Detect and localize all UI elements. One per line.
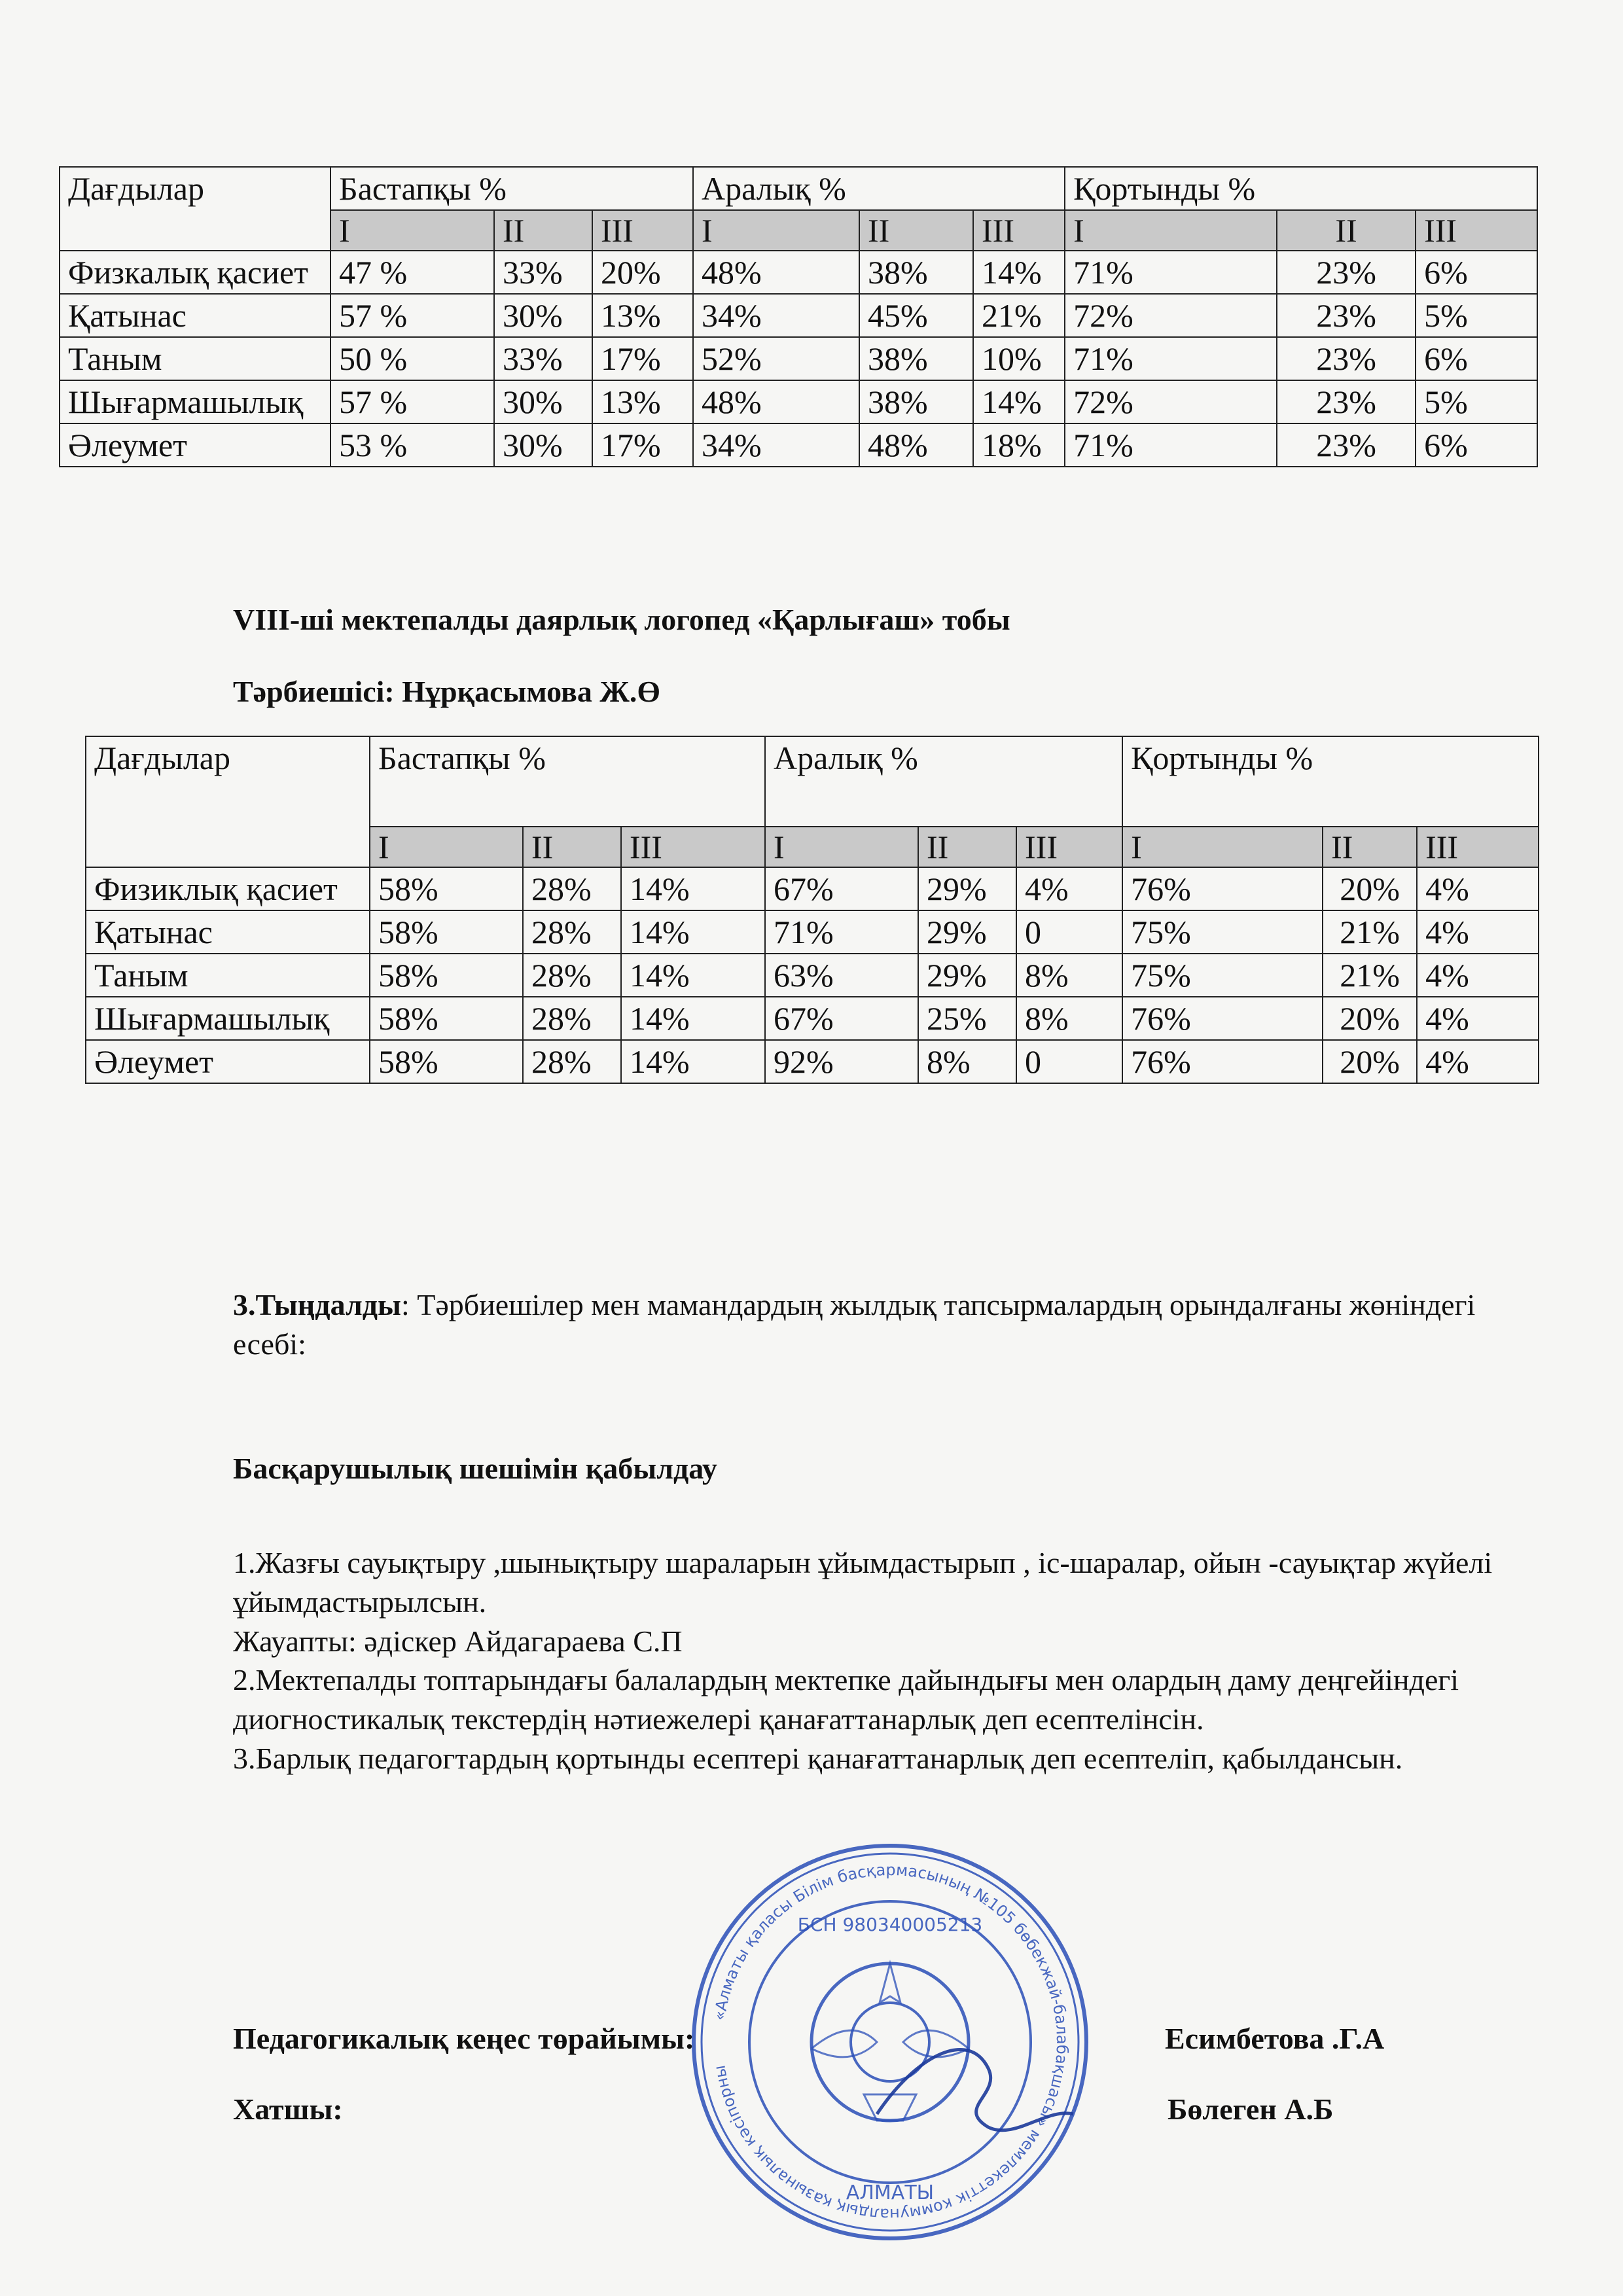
teacher-line: Тәрбиешісі: Нұрқасымова Ж.Ө (233, 675, 661, 708)
value-cell: 5% (1416, 294, 1537, 337)
stamp-outer-text: «Алматы қаласы Білім басқармасының №105 бөбекжай-балабақшасы» мемлекеттік коммуналдық қазыналық кәсіпорны (710, 1860, 1072, 2224)
skill-cell: Қатынас (60, 294, 330, 337)
chair-label: Педагогикалық кеңес төрайымы: (233, 2022, 695, 2055)
level-cell: II (859, 210, 973, 251)
value-cell: 63% (765, 954, 918, 997)
table-row (60, 251, 1537, 294)
value-cell: 28% (523, 954, 621, 997)
level-cell: I (330, 210, 494, 251)
level-cell: I (765, 827, 918, 867)
value-cell: 4% (1016, 867, 1122, 910)
value-cell: 14% (973, 251, 1065, 294)
decision-list (233, 1543, 1516, 1778)
header-final: Қортынды % (1065, 167, 1537, 210)
value-cell: 58% (370, 997, 523, 1040)
value-cell: 72% (1065, 380, 1277, 423)
listened-text: : Тәрбиешілер мен мамандардың жылдық тапсырмалардың орындалғаны жөніндегі есебі: (233, 1288, 1476, 1361)
table-row (86, 954, 1539, 997)
table-row (86, 1040, 1539, 1083)
value-cell: 18% (973, 423, 1065, 467)
table-row (60, 423, 1537, 467)
value-cell: 23% (1277, 251, 1416, 294)
chair-name: Есимбетова .Г.А (1165, 2022, 1385, 2055)
decision-item: 2.Мектепалды топтарындағы балалардың мектепке дайындығы мен олардың даму деңгейіндегі диогностикалық текстердің нәтиежелері қанағаттанарлық деп есептелінсін. (233, 1663, 1459, 1736)
header-initial: Бастапқы % (370, 736, 765, 827)
skill-cell: Әлеумет (60, 423, 330, 467)
skills-table-1 (59, 166, 1538, 467)
value-cell: 33% (494, 251, 592, 294)
value-cell: 58% (370, 910, 523, 954)
listened-paragraph (233, 1285, 1516, 1364)
value-cell: 13% (592, 380, 693, 423)
skill-cell: Таным (86, 954, 370, 997)
level-cell: III (1417, 827, 1539, 867)
skill-cell: Физкалық қасиет (60, 251, 330, 294)
table-row (60, 380, 1537, 423)
level-cell: III (1416, 210, 1537, 251)
value-cell: 23% (1277, 423, 1416, 467)
value-cell: 58% (370, 867, 523, 910)
skill-cell: Физиклық қасиет (86, 867, 370, 910)
value-cell: 29% (918, 867, 1016, 910)
value-cell: 75% (1122, 954, 1323, 997)
level-cell: II (494, 210, 592, 251)
value-cell: 23% (1277, 337, 1416, 380)
value-cell: 21% (973, 294, 1065, 337)
table-body (86, 867, 1539, 1083)
skill-cell: Шығармашылық (86, 997, 370, 1040)
value-cell: 76% (1122, 997, 1323, 1040)
header-skills: Дағдылар (86, 736, 370, 867)
level-cell: II (523, 827, 621, 867)
value-cell: 6% (1416, 423, 1537, 467)
group-heading: VIII-ші мектепалды даярлық логопед «Қарлығаш» тобы (233, 603, 1010, 636)
value-cell: 58% (370, 1040, 523, 1083)
value-cell: 34% (693, 294, 859, 337)
value-cell: 52% (693, 337, 859, 380)
value-cell: 23% (1277, 294, 1416, 337)
header-middle: Аралық % (765, 736, 1122, 827)
decision-item: 3.Барлық педагогтардың қортынды есептері қанағаттанарлық деп есептеліп, қабылдансын. (233, 1741, 1403, 1775)
skill-cell: Әлеумет (86, 1040, 370, 1083)
value-cell: 45% (859, 294, 973, 337)
value-cell: 0 (1016, 910, 1122, 954)
value-cell: 67% (765, 867, 918, 910)
official-stamp (681, 1833, 1099, 2251)
value-cell: 53 % (330, 423, 494, 467)
header-skills: Дағдылар (60, 167, 330, 251)
value-cell: 76% (1122, 1040, 1323, 1083)
value-cell: 75% (1122, 910, 1323, 954)
table-row (60, 294, 1537, 337)
value-cell: 47 % (330, 251, 494, 294)
value-cell: 20% (592, 251, 693, 294)
value-cell: 28% (523, 1040, 621, 1083)
value-cell: 4% (1417, 997, 1539, 1040)
table-row (86, 867, 1539, 910)
value-cell: 30% (494, 423, 592, 467)
value-cell: 20% (1323, 867, 1417, 910)
value-cell: 58% (370, 954, 523, 997)
skill-cell: Қатынас (86, 910, 370, 954)
value-cell: 20% (1323, 997, 1417, 1040)
value-cell: 76% (1122, 867, 1323, 910)
value-cell: 14% (621, 1040, 765, 1083)
decision-title: Басқарушылық шешімін қабылдау (233, 1452, 717, 1485)
value-cell: 23% (1277, 380, 1416, 423)
value-cell: 4% (1417, 954, 1539, 997)
value-cell: 48% (859, 423, 973, 467)
skill-cell: Таным (60, 337, 330, 380)
value-cell: 57 % (330, 294, 494, 337)
value-cell: 21% (1323, 954, 1417, 997)
value-cell: 25% (918, 997, 1016, 1040)
stamp-bin: БСН 980340005213 (797, 1914, 983, 1935)
value-cell: 10% (973, 337, 1065, 380)
value-cell: 72% (1065, 294, 1277, 337)
table-header-row (60, 167, 1537, 210)
value-cell: 14% (621, 867, 765, 910)
table-row (60, 337, 1537, 380)
secretary-label: Хатшы: (233, 2092, 343, 2126)
value-cell: 14% (621, 954, 765, 997)
level-cell: I (1122, 827, 1323, 867)
table-row (86, 910, 1539, 954)
value-cell: 29% (918, 954, 1016, 997)
skills-table-2 (85, 736, 1539, 1084)
value-cell: 6% (1416, 251, 1537, 294)
value-cell: 71% (1065, 251, 1277, 294)
table-row (86, 997, 1539, 1040)
level-cell: I (370, 827, 523, 867)
value-cell: 92% (765, 1040, 918, 1083)
value-cell: 38% (859, 380, 973, 423)
level-cell: II (918, 827, 1016, 867)
decision-item: 1.Жазғы сауықтыру ,шынықтыру шараларын ұйымдастырып , іс-шаралар, ойын -сауықтар жүйелі ұйымдастырылсын. (233, 1546, 1493, 1619)
table-header-row (86, 736, 1539, 827)
decision-item: Жауапты: әдіскер Айдагараева С.П (233, 1624, 683, 1658)
value-cell: 8% (918, 1040, 1016, 1083)
value-cell: 14% (621, 910, 765, 954)
value-cell: 6% (1416, 337, 1537, 380)
value-cell: 38% (859, 337, 973, 380)
value-cell: 20% (1323, 1040, 1417, 1083)
value-cell: 34% (693, 423, 859, 467)
value-cell: 71% (1065, 423, 1277, 467)
value-cell: 33% (494, 337, 592, 380)
level-cell: II (1323, 827, 1417, 867)
skill-cell: Шығармашылық (60, 380, 330, 423)
value-cell: 71% (765, 910, 918, 954)
value-cell: 67% (765, 997, 918, 1040)
level-cell: I (1065, 210, 1277, 251)
value-cell: 38% (859, 251, 973, 294)
value-cell: 71% (1065, 337, 1277, 380)
value-cell: 0 (1016, 1040, 1122, 1083)
listened-label: 3.Тыңдалды (233, 1288, 401, 1321)
value-cell: 14% (973, 380, 1065, 423)
value-cell: 17% (592, 423, 693, 467)
value-cell: 8% (1016, 954, 1122, 997)
value-cell: 21% (1323, 910, 1417, 954)
table-body (60, 251, 1537, 467)
level-cell: III (592, 210, 693, 251)
value-cell: 30% (494, 380, 592, 423)
value-cell: 28% (523, 997, 621, 1040)
value-cell: 4% (1417, 1040, 1539, 1083)
value-cell: 28% (523, 910, 621, 954)
value-cell: 4% (1417, 910, 1539, 954)
value-cell: 29% (918, 910, 1016, 954)
value-cell: 13% (592, 294, 693, 337)
level-cell: II (1277, 210, 1416, 251)
value-cell: 28% (523, 867, 621, 910)
value-cell: 48% (693, 251, 859, 294)
value-cell: 8% (1016, 997, 1122, 1040)
value-cell: 48% (693, 380, 859, 423)
header-middle: Аралық % (693, 167, 1065, 210)
value-cell: 17% (592, 337, 693, 380)
value-cell: 14% (621, 997, 765, 1040)
value-cell: 57 % (330, 380, 494, 423)
value-cell: 4% (1417, 867, 1539, 910)
header-initial: Бастапқы % (330, 167, 693, 210)
level-cell: I (693, 210, 859, 251)
level-cell: III (973, 210, 1065, 251)
level-cell: III (621, 827, 765, 867)
value-cell: 50 % (330, 337, 494, 380)
value-cell: 5% (1416, 380, 1537, 423)
header-final: Қортынды % (1122, 736, 1539, 827)
secretary-name: Бөлеген А.Б (1168, 2092, 1334, 2126)
value-cell: 30% (494, 294, 592, 337)
level-cell: III (1016, 827, 1122, 867)
stamp-bottom-text: АЛМАТЫ (846, 2181, 935, 2204)
